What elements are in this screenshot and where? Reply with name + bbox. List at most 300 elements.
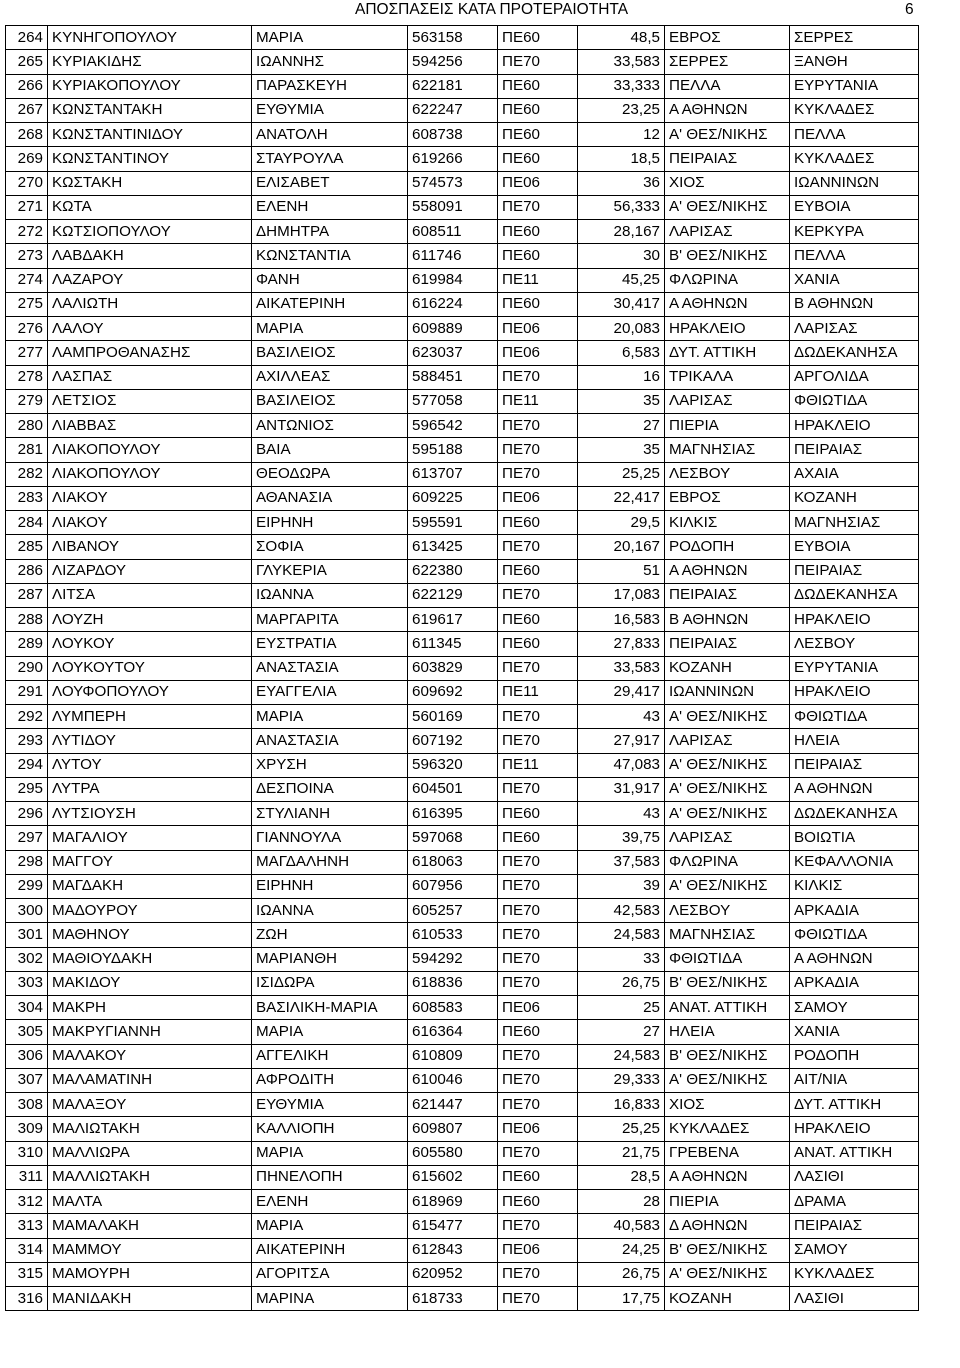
cell-first-name: ΓΙΑΝΝΟΥΛΑ	[252, 826, 408, 850]
table-row	[6, 1165, 919, 1189]
table-row	[6, 317, 919, 341]
table-row	[6, 511, 919, 535]
cell-score: 28,167	[578, 220, 665, 244]
cell-surname: ΜΑΚΡΗ	[48, 996, 252, 1020]
cell-surname: ΜΑΜΟΥΡΗ	[48, 1262, 252, 1286]
cell-first-name: ΑΝΤΩΝΙΟΣ	[252, 414, 408, 438]
cell-origin-region: Α' ΘΕΣ/ΝΙΚΗΣ	[665, 777, 790, 801]
cell-registry-number: 595591	[408, 511, 498, 535]
cell-first-name: ΑΝΑΣΤΑΣΙΑ	[252, 656, 408, 680]
cell-surname: ΜΑΛΛΙΩΤΑΚΗ	[48, 1165, 252, 1189]
cell-first-name: ΕΥΘΥΜΙΑ	[252, 1093, 408, 1117]
cell-first-name: ΣΟΦΙΑ	[252, 535, 408, 559]
table-row	[6, 996, 919, 1020]
cell-surname: ΛΑΛΙΩΤΗ	[48, 292, 252, 316]
cell-destination-region: ΔΡΑΜΑ	[790, 1190, 919, 1214]
cell-score: 25	[578, 996, 665, 1020]
cell-score: 16,833	[578, 1093, 665, 1117]
table-row	[6, 98, 919, 122]
table-row	[6, 462, 919, 486]
cell-specialty: ΠΕ06	[498, 1238, 578, 1262]
cell-score: 33	[578, 947, 665, 971]
cell-row-number: 282	[6, 462, 48, 486]
cell-surname: ΛΟΥΚΟΥ	[48, 632, 252, 656]
cell-row-number: 290	[6, 656, 48, 680]
cell-row-number: 281	[6, 438, 48, 462]
cell-registry-number: 612843	[408, 1238, 498, 1262]
cell-registry-number: 605580	[408, 1141, 498, 1165]
cell-first-name: ΕΥΑΓΓΕΛΙΑ	[252, 680, 408, 704]
cell-specialty: ΠΕ70	[498, 850, 578, 874]
cell-surname: ΛΟΥΖΗ	[48, 608, 252, 632]
cell-specialty: ΠΕ70	[498, 1287, 578, 1311]
cell-origin-region: ΠΕΙΡΑΙΑΣ	[665, 632, 790, 656]
cell-first-name: ΧΡΥΣΗ	[252, 753, 408, 777]
cell-first-name: ΠΗΝΕΛΟΠΗ	[252, 1165, 408, 1189]
cell-first-name: ΑΙΚΑΤΕΡΙΝΗ	[252, 292, 408, 316]
cell-destination-region: Α ΑΘΗΝΩΝ	[790, 947, 919, 971]
cell-first-name: ΓΛΥΚΕΡΙΑ	[252, 559, 408, 583]
cell-row-number: 289	[6, 632, 48, 656]
cell-origin-region: ΤΡΙΚΑΛΑ	[665, 365, 790, 389]
cell-score: 33,583	[578, 50, 665, 74]
cell-score: 28,5	[578, 1165, 665, 1189]
cell-row-number: 308	[6, 1093, 48, 1117]
cell-registry-number: 622380	[408, 559, 498, 583]
cell-origin-region: Α ΑΘΗΝΩΝ	[665, 1165, 790, 1189]
cell-registry-number: 619617	[408, 608, 498, 632]
cell-specialty: ΠΕ60	[498, 123, 578, 147]
table-row	[6, 947, 919, 971]
cell-surname: ΛΙΑΚΟΥ	[48, 486, 252, 510]
cell-score: 24,583	[578, 1044, 665, 1068]
cell-specialty: ΠΕ70	[498, 535, 578, 559]
cell-origin-region: ΛΕΣΒΟΥ	[665, 899, 790, 923]
table-row	[6, 147, 919, 171]
cell-row-number: 296	[6, 802, 48, 826]
cell-registry-number: 609889	[408, 317, 498, 341]
cell-origin-region: ΠΕΙΡΑΙΑΣ	[665, 147, 790, 171]
cell-row-number: 297	[6, 826, 48, 850]
cell-surname: ΜΑΘΙΟΥΔΑΚΗ	[48, 947, 252, 971]
cell-row-number: 293	[6, 729, 48, 753]
cell-specialty: ΠΕ06	[498, 317, 578, 341]
cell-surname: ΛΟΥΦΟΠΟΥΛΟΥ	[48, 680, 252, 704]
cell-row-number: 307	[6, 1068, 48, 1092]
cell-destination-region: ΑΡΚΑΔΙΑ	[790, 971, 919, 995]
cell-specialty: ΠΕ70	[498, 462, 578, 486]
cell-destination-region: ΚΕΡΚΥΡΑ	[790, 220, 919, 244]
cell-row-number: 274	[6, 268, 48, 292]
cell-row-number: 287	[6, 583, 48, 607]
cell-destination-region: ΛΑΣΙΘΙ	[790, 1165, 919, 1189]
cell-destination-region: ΧΑΝΙΑ	[790, 268, 919, 292]
cell-score: 22,417	[578, 486, 665, 510]
cell-origin-region: Α' ΘΕΣ/ΝΙΚΗΣ	[665, 802, 790, 826]
cell-destination-region: ΚΕΦΑΛΛΟΝΙΑ	[790, 850, 919, 874]
cell-first-name: ΠΑΡΑΣΚΕΥΗ	[252, 74, 408, 98]
cell-destination-region: ΕΥΡΥΤΑΝΙΑ	[790, 74, 919, 98]
cell-registry-number: 621447	[408, 1093, 498, 1117]
cell-registry-number: 605257	[408, 899, 498, 923]
cell-origin-region: ΗΡΑΚΛΕΙΟ	[665, 317, 790, 341]
cell-destination-region: ΠΕΙΡΑΙΑΣ	[790, 1214, 919, 1238]
cell-destination-region: ΦΘΙΩΤΙΔΑ	[790, 389, 919, 413]
cell-first-name: ΕΥΣΤΡΑΤΙΑ	[252, 632, 408, 656]
table-row	[6, 365, 919, 389]
cell-row-number: 270	[6, 171, 48, 195]
cell-destination-region: ΦΘΙΩΤΙΔΑ	[790, 705, 919, 729]
cell-score: 48,5	[578, 26, 665, 50]
cell-registry-number: 609807	[408, 1117, 498, 1141]
cell-first-name: ΒΑΙΑ	[252, 438, 408, 462]
cell-destination-region: ΚΥΚΛΑΔΕΣ	[790, 1262, 919, 1286]
cell-origin-region: ΛΕΣΒΟΥ	[665, 462, 790, 486]
cell-destination-region: ΙΩΑΝΝΙΝΩΝ	[790, 171, 919, 195]
cell-first-name: ΙΩΑΝΝΑ	[252, 583, 408, 607]
cell-destination-region: ΞΑΝΘΗ	[790, 50, 919, 74]
cell-specialty: ΠΕ70	[498, 656, 578, 680]
cell-surname: ΛΑΖΑΡΟΥ	[48, 268, 252, 292]
cell-destination-region: ΠΕΛΛΑ	[790, 244, 919, 268]
cell-surname: ΜΑΚΡΥΓΙΑΝΝΗ	[48, 1020, 252, 1044]
cell-first-name: ΜΑΡΙΝΑ	[252, 1287, 408, 1311]
cell-surname: ΜΑΛΙΩΤΑΚΗ	[48, 1117, 252, 1141]
cell-specialty: ΠΕ60	[498, 511, 578, 535]
cell-specialty: ΠΕ70	[498, 923, 578, 947]
cell-registry-number: 619266	[408, 147, 498, 171]
cell-first-name: ΒΑΣΙΛΕΙΟΣ	[252, 341, 408, 365]
cell-specialty: ΠΕ60	[498, 608, 578, 632]
table-row	[6, 729, 919, 753]
cell-first-name: ΚΑΛΛΙΟΠΗ	[252, 1117, 408, 1141]
cell-row-number: 301	[6, 923, 48, 947]
cell-row-number: 272	[6, 220, 48, 244]
cell-row-number: 283	[6, 486, 48, 510]
cell-score: 29,417	[578, 680, 665, 704]
cell-destination-region: ΧΑΝΙΑ	[790, 1020, 919, 1044]
cell-destination-region: ΣΑΜΟΥ	[790, 1238, 919, 1262]
cell-destination-region: ΒΟΙΩΤΙΑ	[790, 826, 919, 850]
table-row	[6, 1117, 919, 1141]
cell-score: 45,25	[578, 268, 665, 292]
cell-destination-region: ΚΙΛΚΙΣ	[790, 874, 919, 898]
cell-first-name: ΜΑΡΓΑΡΙΤΑ	[252, 608, 408, 632]
cell-score: 37,583	[578, 850, 665, 874]
cell-registry-number: 618969	[408, 1190, 498, 1214]
cell-origin-region: Β ΑΘΗΝΩΝ	[665, 608, 790, 632]
cell-specialty: ΠΕ70	[498, 438, 578, 462]
cell-score: 39	[578, 874, 665, 898]
cell-surname: ΚΩΤΣΙΟΠΟΥΛΟΥ	[48, 220, 252, 244]
cell-row-number: 315	[6, 1262, 48, 1286]
cell-first-name: ΕΥΘΥΜΙΑ	[252, 98, 408, 122]
cell-first-name: ΕΙΡΗΝΗ	[252, 511, 408, 535]
cell-specialty: ΠΕ11	[498, 680, 578, 704]
cell-destination-region: ΑΙΤ/ΝΙΑ	[790, 1068, 919, 1092]
table-row	[6, 195, 919, 219]
table-row	[6, 414, 919, 438]
cell-row-number: 309	[6, 1117, 48, 1141]
cell-origin-region: ΕΒΡΟΣ	[665, 26, 790, 50]
cell-specialty: ΠΕ60	[498, 826, 578, 850]
cell-row-number: 299	[6, 874, 48, 898]
cell-score: 43	[578, 802, 665, 826]
cell-origin-region: ΦΘΙΩΤΙΔΑ	[665, 947, 790, 971]
cell-specialty: ΠΕ70	[498, 50, 578, 74]
cell-destination-region: ΡΟΔΟΠΗ	[790, 1044, 919, 1068]
cell-row-number: 276	[6, 317, 48, 341]
cell-origin-region: Α' ΘΕΣ/ΝΙΚΗΣ	[665, 195, 790, 219]
cell-row-number: 291	[6, 680, 48, 704]
cell-surname: ΛΥΤΡΑ	[48, 777, 252, 801]
cell-destination-region: ΑΝΑΤ. ΑΤΤΙΚΗ	[790, 1141, 919, 1165]
cell-specialty: ΠΕ60	[498, 98, 578, 122]
cell-surname: ΚΩΝΣΤΑΝΤΑΚΗ	[48, 98, 252, 122]
table-row	[6, 341, 919, 365]
table-row	[6, 220, 919, 244]
cell-registry-number: 622247	[408, 98, 498, 122]
cell-score: 17,083	[578, 583, 665, 607]
cell-origin-region: Β' ΘΕΣ/ΝΙΚΗΣ	[665, 244, 790, 268]
cell-registry-number: 596320	[408, 753, 498, 777]
cell-registry-number: 558091	[408, 195, 498, 219]
cell-registry-number: 603829	[408, 656, 498, 680]
cell-registry-number: 597068	[408, 826, 498, 850]
cell-surname: ΜΑΛΑΜΑΤΙΝΗ	[48, 1068, 252, 1092]
cell-score: 12	[578, 123, 665, 147]
cell-registry-number: 604501	[408, 777, 498, 801]
cell-registry-number: 616224	[408, 292, 498, 316]
cell-origin-region: Β' ΘΕΣ/ΝΙΚΗΣ	[665, 1044, 790, 1068]
cell-row-number: 311	[6, 1165, 48, 1189]
cell-registry-number: 615602	[408, 1165, 498, 1189]
cell-score: 26,75	[578, 971, 665, 995]
cell-score: 40,583	[578, 1214, 665, 1238]
table-row	[6, 1068, 919, 1092]
cell-registry-number: 613707	[408, 462, 498, 486]
cell-registry-number: 560169	[408, 705, 498, 729]
cell-row-number: 304	[6, 996, 48, 1020]
cell-row-number: 302	[6, 947, 48, 971]
cell-surname: ΚΩΣΤΑΚΗ	[48, 171, 252, 195]
cell-specialty: ΠΕ70	[498, 1262, 578, 1286]
cell-specialty: ΠΕ60	[498, 74, 578, 98]
cell-origin-region: Β' ΘΕΣ/ΝΙΚΗΣ	[665, 971, 790, 995]
cell-origin-region: Α' ΘΕΣ/ΝΙΚΗΣ	[665, 874, 790, 898]
cell-row-number: 300	[6, 899, 48, 923]
cell-score: 27,833	[578, 632, 665, 656]
cell-surname: ΚΥΡΙΑΚΙΔΗΣ	[48, 50, 252, 74]
cell-registry-number: 611746	[408, 244, 498, 268]
cell-specialty: ΠΕ70	[498, 729, 578, 753]
cell-origin-region: ΛΑΡΙΣΑΣ	[665, 826, 790, 850]
cell-surname: ΛΥΜΠΕΡΗ	[48, 705, 252, 729]
cell-registry-number: 615477	[408, 1214, 498, 1238]
cell-destination-region: ΕΥΒΟΙΑ	[790, 195, 919, 219]
cell-score: 20,167	[578, 535, 665, 559]
cell-destination-region: ΛΑΡΙΣΑΣ	[790, 317, 919, 341]
cell-surname: ΛΙΑΚΟΠΟΥΛΟΥ	[48, 438, 252, 462]
cell-score: 29,333	[578, 1068, 665, 1092]
cell-score: 24,583	[578, 923, 665, 947]
cell-row-number: 266	[6, 74, 48, 98]
cell-row-number: 292	[6, 705, 48, 729]
cell-score: 16	[578, 365, 665, 389]
cell-destination-region: ΑΧΑΙΑ	[790, 462, 919, 486]
cell-first-name: ΑΧΙΛΛΕΑΣ	[252, 365, 408, 389]
table-row	[6, 680, 919, 704]
cell-specialty: ΠΕ70	[498, 1141, 578, 1165]
cell-first-name: ΘΕΟΔΩΡΑ	[252, 462, 408, 486]
cell-first-name: ΜΑΡΙΑΝΘΗ	[252, 947, 408, 971]
cell-destination-region: ΠΕΙΡΑΙΑΣ	[790, 438, 919, 462]
cell-registry-number: 610046	[408, 1068, 498, 1092]
cell-score: 18,5	[578, 147, 665, 171]
cell-destination-region: ΣΑΜΟΥ	[790, 996, 919, 1020]
cell-first-name: ΚΩΝΣΤΑΝΤΙΑ	[252, 244, 408, 268]
cell-row-number: 286	[6, 559, 48, 583]
cell-first-name: ΜΑΡΙΑ	[252, 1214, 408, 1238]
cell-first-name: ΑΝΑΤΟΛΗ	[252, 123, 408, 147]
cell-origin-region: ΚΙΛΚΙΣ	[665, 511, 790, 535]
cell-row-number: 271	[6, 195, 48, 219]
cell-first-name: ΔΕΣΠΟΙΝΑ	[252, 777, 408, 801]
cell-score: 17,75	[578, 1287, 665, 1311]
cell-score: 31,917	[578, 777, 665, 801]
cell-destination-region: Α ΑΘΗΝΩΝ	[790, 777, 919, 801]
cell-origin-region: ΔΥΤ. ΑΤΤΙΚΗ	[665, 341, 790, 365]
cell-origin-region: Δ ΑΘΗΝΩΝ	[665, 1214, 790, 1238]
table-row	[6, 1020, 919, 1044]
cell-registry-number: 607192	[408, 729, 498, 753]
cell-score: 35	[578, 389, 665, 413]
cell-score: 25,25	[578, 1117, 665, 1141]
cell-surname: ΚΥΝΗΓΟΠΟΥΛΟΥ	[48, 26, 252, 50]
cell-origin-region: ΣΕΡΡΕΣ	[665, 50, 790, 74]
cell-surname: ΜΑΚΙΔΟΥ	[48, 971, 252, 995]
cell-first-name: ΙΣΙΔΩΡΑ	[252, 971, 408, 995]
cell-row-number: 305	[6, 1020, 48, 1044]
cell-score: 27,917	[578, 729, 665, 753]
cell-origin-region: Α' ΘΕΣ/ΝΙΚΗΣ	[665, 123, 790, 147]
table-row	[6, 123, 919, 147]
cell-registry-number: 610533	[408, 923, 498, 947]
cell-destination-region: ΕΥΡΥΤΑΝΙΑ	[790, 656, 919, 680]
cell-row-number: 303	[6, 971, 48, 995]
cell-row-number: 314	[6, 1238, 48, 1262]
cell-surname: ΛΙΑΚΟΠΟΥΛΟΥ	[48, 462, 252, 486]
cell-first-name: ΖΩΗ	[252, 923, 408, 947]
cell-row-number: 264	[6, 26, 48, 50]
cell-specialty: ΠΕ60	[498, 26, 578, 50]
cell-specialty: ΠΕ70	[498, 705, 578, 729]
cell-origin-region: ΚΟΖΑΝΗ	[665, 656, 790, 680]
cell-row-number: 268	[6, 123, 48, 147]
cell-score: 28	[578, 1190, 665, 1214]
cell-specialty: ΠΕ70	[498, 777, 578, 801]
cell-first-name: ΒΑΣΙΛΙΚΗ-ΜΑΡΙΑ	[252, 996, 408, 1020]
cell-surname: ΛΑΜΠΡΟΘΑΝΑΣΗΣ	[48, 341, 252, 365]
cell-surname: ΜΑΜΜΟΥ	[48, 1238, 252, 1262]
cell-score: 43	[578, 705, 665, 729]
cell-origin-region: ΠΙΕΡΙΑ	[665, 1190, 790, 1214]
cell-first-name: ΣΤΥΛΙΑΝΗ	[252, 802, 408, 826]
cell-surname: ΛΥΤΟΥ	[48, 753, 252, 777]
cell-score: 30	[578, 244, 665, 268]
cell-specialty: ΠΕ06	[498, 996, 578, 1020]
table-row	[6, 26, 919, 50]
cell-first-name: ΣΤΑΥΡΟΥΛΑ	[252, 147, 408, 171]
cell-specialty: ΠΕ11	[498, 268, 578, 292]
cell-origin-region: Α' ΘΕΣ/ΝΙΚΗΣ	[665, 1068, 790, 1092]
cell-destination-region: ΗΡΑΚΛΕΙΟ	[790, 608, 919, 632]
cell-first-name: ΕΛΙΣΑΒΕΤ	[252, 171, 408, 195]
cell-origin-region: Β' ΘΕΣ/ΝΙΚΗΣ	[665, 1238, 790, 1262]
cell-first-name: ΜΑΡΙΑ	[252, 317, 408, 341]
cell-registry-number: 610809	[408, 1044, 498, 1068]
cell-specialty: ΠΕ70	[498, 583, 578, 607]
cell-specialty: ΠΕ70	[498, 899, 578, 923]
cell-specialty: ΠΕ70	[498, 971, 578, 995]
cell-registry-number: 594256	[408, 50, 498, 74]
cell-row-number: 298	[6, 850, 48, 874]
table-row	[6, 1214, 919, 1238]
table-row	[6, 244, 919, 268]
cell-score: 42,583	[578, 899, 665, 923]
cell-first-name: ΑΘΑΝΑΣΙΑ	[252, 486, 408, 510]
table-row	[6, 899, 919, 923]
cell-specialty: ΠΕ60	[498, 220, 578, 244]
table-row	[6, 389, 919, 413]
cell-registry-number: 608738	[408, 123, 498, 147]
table-row	[6, 559, 919, 583]
cell-destination-region: ΗΡΑΚΛΕΙΟ	[790, 680, 919, 704]
page-header	[0, 0, 960, 24]
cell-surname: ΚΩΝΣΤΑΝΤΙΝΙΔΟΥ	[48, 123, 252, 147]
cell-registry-number: 588451	[408, 365, 498, 389]
cell-specialty: ΠΕ60	[498, 244, 578, 268]
cell-registry-number: 594292	[408, 947, 498, 971]
cell-destination-region: ΔΩΔΕΚΑΝΗΣΑ	[790, 583, 919, 607]
cell-origin-region: ΠΕΙΡΑΙΑΣ	[665, 583, 790, 607]
cell-specialty: ΠΕ70	[498, 947, 578, 971]
cell-score: 36	[578, 171, 665, 195]
table-row	[6, 632, 919, 656]
cell-registry-number: 608511	[408, 220, 498, 244]
cell-row-number: 294	[6, 753, 48, 777]
cell-destination-region: ΗΛΕΙΑ	[790, 729, 919, 753]
cell-score: 39,75	[578, 826, 665, 850]
cell-destination-region: ΣΕΡΡΕΣ	[790, 26, 919, 50]
cell-specialty: ΠΕ70	[498, 874, 578, 898]
page-title: ΑΠΟΣΠΑΣΕΙΣ ΚΑΤΑ ΠΡΟΤΕΡΑΙΟΤΗΤΑ	[355, 1, 629, 18]
cell-specialty: ΠΕ70	[498, 1068, 578, 1092]
cell-first-name: ΜΑΡΙΑ	[252, 26, 408, 50]
cell-first-name: ΙΩΑΝΝΗΣ	[252, 50, 408, 74]
cell-score: 21,75	[578, 1141, 665, 1165]
table-row	[6, 535, 919, 559]
cell-surname: ΜΑΛΛΙΩΡΑ	[48, 1141, 252, 1165]
cell-surname: ΛΟΥΚΟΥΤΟΥ	[48, 656, 252, 680]
cell-registry-number: 595188	[408, 438, 498, 462]
cell-origin-region: Α' ΘΕΣ/ΝΙΚΗΣ	[665, 1262, 790, 1286]
cell-specialty: ΠΕ70	[498, 365, 578, 389]
cell-surname: ΜΑΓΓΟΥ	[48, 850, 252, 874]
cell-first-name: ΜΑΓΔΑΛΗΝΗ	[252, 850, 408, 874]
table-row	[6, 826, 919, 850]
cell-specialty: ΠΕ60	[498, 802, 578, 826]
